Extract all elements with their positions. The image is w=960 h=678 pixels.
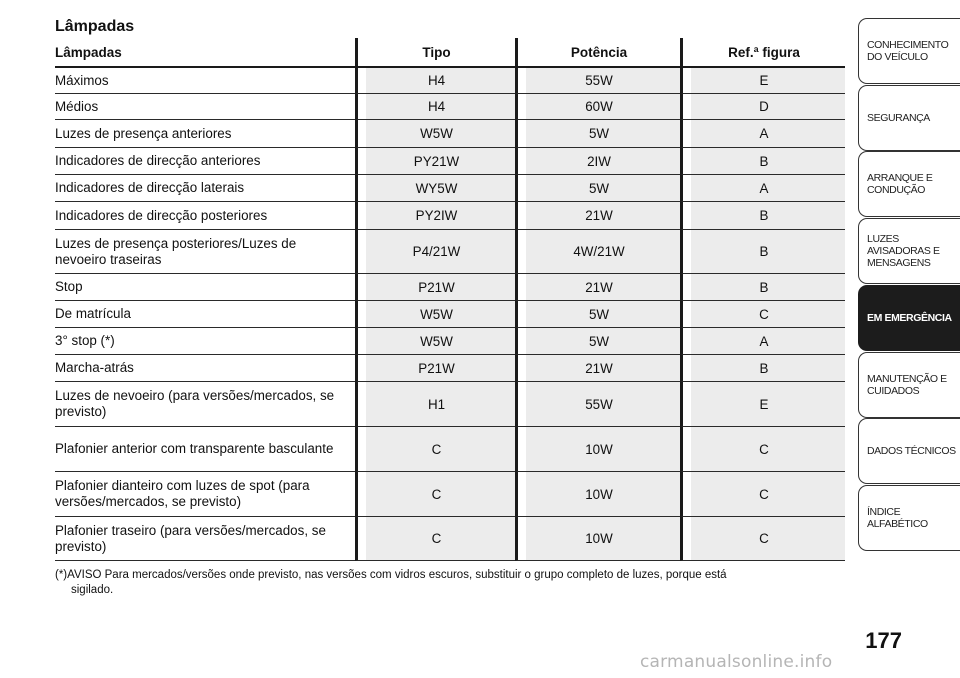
- lamp-type-cell: H4: [355, 68, 515, 94]
- chapter-tab[interactable]: [858, 85, 960, 151]
- lamp-figure-ref-cell: A: [680, 120, 845, 148]
- lamp-type-cell: H1: [355, 382, 515, 427]
- lamp-power-cell: 55W: [515, 382, 680, 427]
- table-row: [55, 427, 845, 472]
- lamp-figure-ref-cell: B: [680, 148, 845, 175]
- table-row: [55, 120, 845, 148]
- chapter-tab-label: ÍNDICE ALFABÉTICO: [867, 505, 928, 530]
- lamp-name-cell: Plafonier anterior com transparente basculante: [55, 427, 355, 472]
- lamp-name-cell: Plafonier traseiro (para versões/mercados, se previsto): [55, 517, 355, 561]
- chapter-tab-label: SEGURANÇA: [867, 111, 930, 124]
- header-type: Tipo: [355, 38, 515, 68]
- lamp-type-cell: PY21W: [355, 148, 515, 175]
- lamp-type-cell: P4/21W: [355, 230, 515, 274]
- header-figure-ref: Ref.ª figura: [680, 38, 845, 68]
- lamp-figure-ref-cell: B: [680, 230, 845, 274]
- lamp-name-cell: Indicadores de direcção posteriores: [55, 202, 355, 230]
- chapter-tab[interactable]: [858, 485, 960, 551]
- chapter-tab-label: CONHECIMENTO DO VEÍCULO: [867, 39, 949, 63]
- footnote-line-1: (*)AVISO Para mercados/versões onde previsto, nas versões com vidros escuros, substituir o grupo completo de luzes, porque está: [55, 569, 727, 581]
- lamp-figure-ref-cell: C: [680, 427, 845, 472]
- lamp-name-cell: De matrícula: [55, 301, 355, 328]
- table-row: [55, 202, 845, 230]
- lamp-figure-ref-cell: C: [680, 472, 845, 517]
- watermark: carmanualsonline.info: [640, 652, 833, 672]
- table-row: [55, 355, 845, 382]
- lamp-power-cell: 21W: [515, 274, 680, 301]
- lamp-figure-ref-cell: B: [680, 202, 845, 230]
- lamp-power-cell: 2IW: [515, 148, 680, 175]
- lamp-power-cell: 5W: [515, 328, 680, 355]
- lamp-power-cell: 5W: [515, 175, 680, 202]
- lamp-figure-ref-cell: B: [680, 274, 845, 301]
- table-row: [55, 382, 845, 427]
- lamp-type-cell: W5W: [355, 120, 515, 148]
- chapter-tab-label: DADOS TÉCNICOS: [867, 445, 956, 458]
- chapter-tab[interactable]: [858, 151, 960, 217]
- lamp-name-cell: Luzes de presença anteriores: [55, 120, 355, 148]
- chapter-tab[interactable]: [858, 218, 960, 284]
- chapter-tab[interactable]: [858, 418, 960, 484]
- lamp-type-cell: W5W: [355, 328, 515, 355]
- chapter-sidebar: [858, 0, 960, 678]
- lamp-figure-ref-cell: C: [680, 517, 845, 561]
- lamp-type-cell: C: [355, 472, 515, 517]
- lamp-type-cell: P21W: [355, 355, 515, 382]
- lamp-name-cell: 3° stop (*): [55, 328, 355, 355]
- table-row: [55, 94, 845, 120]
- table-row: [55, 274, 845, 301]
- lamp-type-cell: PY2IW: [355, 202, 515, 230]
- table-row: [55, 230, 845, 274]
- chapter-tab-label: MANUTENÇÃO E CUIDADOS: [867, 372, 947, 397]
- lamp-figure-ref-cell: E: [680, 382, 845, 427]
- lamp-figure-ref-cell: B: [680, 355, 845, 382]
- lamp-type-cell: C: [355, 517, 515, 561]
- chapter-tab[interactable]: [858, 285, 960, 351]
- lamp-name-cell: Plafonier dianteiro com luzes de spot (para versões/mercados, se previsto): [55, 472, 355, 517]
- lamp-name-cell: Marcha-atrás: [55, 355, 355, 382]
- lamp-name-cell: Stop: [55, 274, 355, 301]
- table-row: [55, 472, 845, 517]
- footnote: [55, 568, 845, 598]
- lamp-power-cell: 10W: [515, 517, 680, 561]
- lamp-figure-ref-cell: D: [680, 94, 845, 120]
- lamps-table: [55, 38, 845, 561]
- table-row: [55, 301, 845, 328]
- lamp-type-cell: H4: [355, 94, 515, 120]
- section-title: Lâmpadas: [55, 18, 135, 35]
- header-power: Potência: [515, 38, 680, 68]
- lamp-power-cell: 5W: [515, 120, 680, 148]
- table-row: [55, 68, 845, 94]
- lamp-name-cell: Máximos: [55, 68, 355, 94]
- lamp-figure-ref-cell: A: [680, 328, 845, 355]
- lamp-figure-ref-cell: A: [680, 175, 845, 202]
- lamp-power-cell: 4W/21W: [515, 230, 680, 274]
- lamp-type-cell: C: [355, 427, 515, 472]
- lamp-power-cell: 60W: [515, 94, 680, 120]
- chapter-tab-label: ARRANQUE E CONDUÇÃO: [867, 172, 933, 197]
- lamp-power-cell: 21W: [515, 355, 680, 382]
- table-row: [55, 175, 845, 202]
- lamp-figure-ref-cell: C: [680, 301, 845, 328]
- page-number: 177: [865, 628, 902, 653]
- lamp-power-cell: 10W: [515, 472, 680, 517]
- lamp-name-cell: Indicadores de direcção laterais: [55, 175, 355, 202]
- lamp-name-cell: Luzes de nevoeiro (para versões/mercados, se previsto): [55, 382, 355, 427]
- chapter-tab[interactable]: [858, 18, 960, 84]
- lamp-type-cell: W5W: [355, 301, 515, 328]
- lamp-name-cell: Médios: [55, 94, 355, 120]
- table-row: [55, 517, 845, 561]
- chapter-tab[interactable]: [858, 352, 960, 418]
- lamp-name-cell: Indicadores de direcção anteriores: [55, 148, 355, 175]
- lamp-power-cell: 10W: [515, 427, 680, 472]
- table-row: [55, 328, 845, 355]
- header-lamps: Lâmpadas: [55, 38, 355, 68]
- table-row: [55, 148, 845, 175]
- chapter-tab-label: EM EMERGÊNCIA: [867, 311, 952, 324]
- lamp-type-cell: WY5W: [355, 175, 515, 202]
- lamp-type-cell: P21W: [355, 274, 515, 301]
- lamp-figure-ref-cell: E: [680, 68, 845, 94]
- chapter-tab-label: LUZES AVISADORAS E MENSAGENS: [867, 233, 940, 270]
- footnote-line-2: sigilado.: [71, 584, 114, 596]
- lamp-power-cell: 55W: [515, 68, 680, 94]
- table-header-row: [55, 38, 845, 68]
- lamp-power-cell: 21W: [515, 202, 680, 230]
- lamp-power-cell: 5W: [515, 301, 680, 328]
- lamp-name-cell: Luzes de presença posteriores/Luzes de nevoeiro traseiras: [55, 230, 355, 274]
